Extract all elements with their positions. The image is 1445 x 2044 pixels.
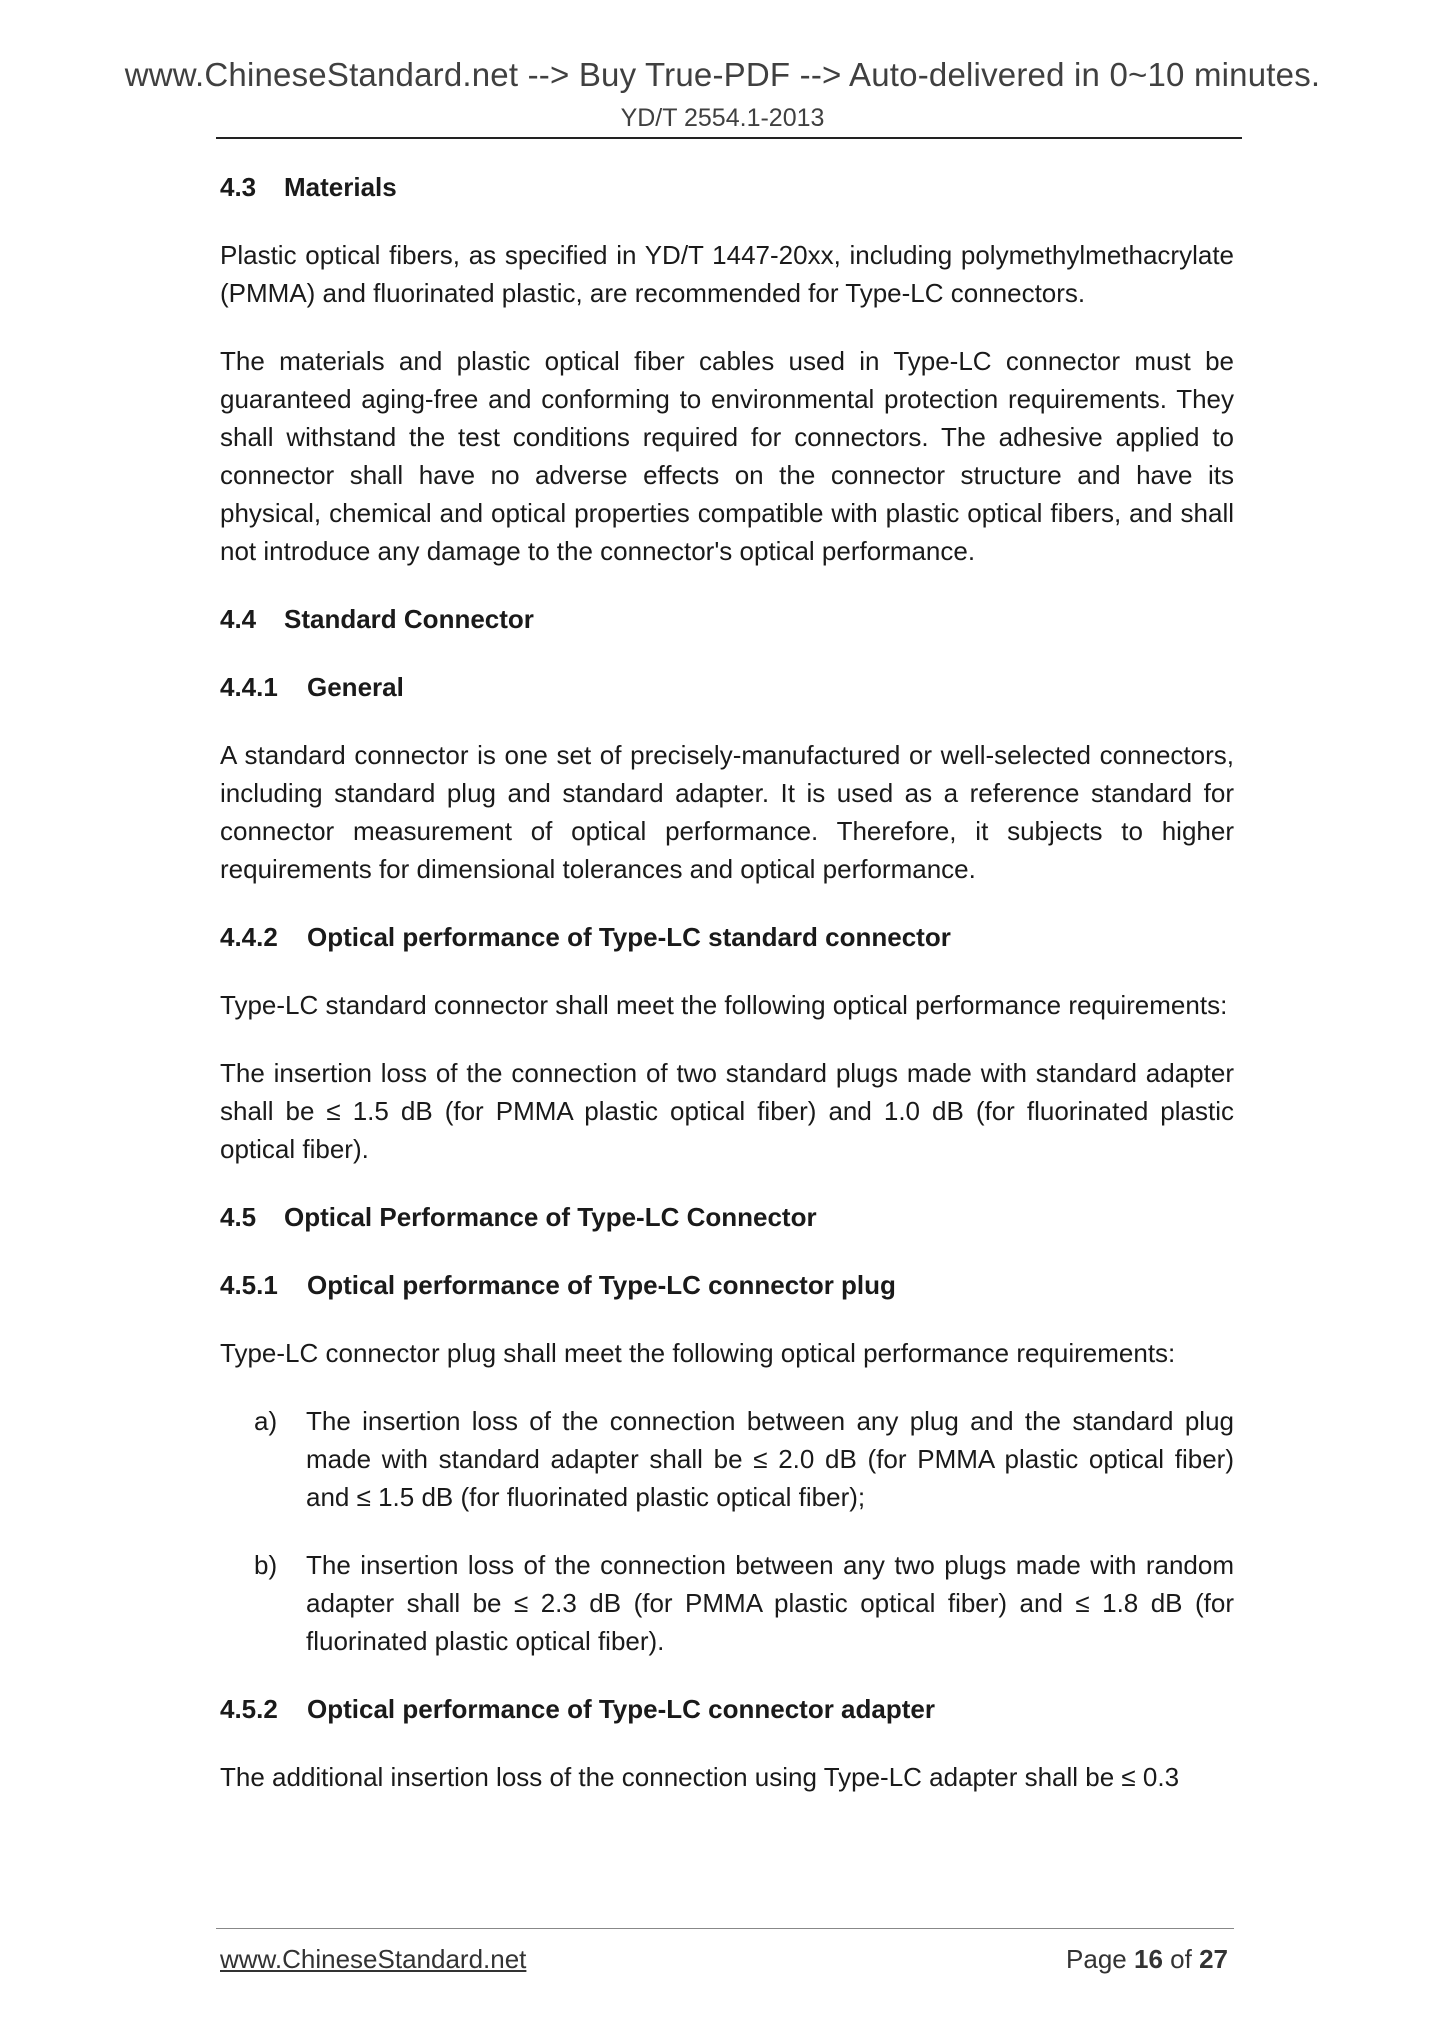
section-title: General (307, 672, 404, 702)
footer-divider (216, 1928, 1234, 1929)
section-number: 4.4.2 (220, 922, 278, 952)
requirements-list (220, 1402, 1234, 1660)
section-heading-4-5-1 (220, 1266, 1234, 1304)
page-of: of (1170, 1944, 1192, 1974)
section-number: 4.3 (220, 172, 257, 202)
page-prefix: Page (1066, 1944, 1127, 1974)
section-title: Optical Performance of Type-LC Connector (284, 1202, 817, 1232)
section-number: 4.5 (220, 1202, 257, 1232)
section-number: 4.5.2 (220, 1694, 278, 1724)
section-title: Standard Connector (284, 604, 534, 634)
section-heading-4-5 (220, 1198, 1234, 1236)
list-item (220, 1546, 1234, 1660)
page-content (220, 168, 1234, 1796)
list-marker: a) (254, 1406, 278, 1436)
paragraph: A standard connector is one set of precisely-manufactured or well-selected connectors, including standard plug and standard adapter. It is used as a reference standard for connector measurement of optical performance. Therefore, it subjects to higher requirements for dimensional tolerances and optical performance. (220, 740, 1234, 884)
list-item-text: The insertion loss of the connection between any two plugs made with random adapter shall be ≤ 2.3 dB (for PMMA plastic optical fiber) and ≤ 1.8 dB (for fluorinated plastic optical fiber). (306, 1550, 1234, 1656)
section-number: 4.4.1 (220, 672, 278, 702)
section-heading-4-4-2 (220, 918, 1234, 956)
section-title: Optical performance of Type-LC standard connector (307, 922, 951, 952)
list-item (220, 1402, 1234, 1516)
section-heading-4-4-1 (220, 668, 1234, 706)
paragraph: The additional insertion loss of the connection using Type-LC adapter shall be ≤ 0.3 (220, 1762, 1180, 1792)
header-banner[interactable]: www.ChineseStandard.net --> Buy True-PDF --> Auto-delivered in 0~10 minutes. (124, 56, 1321, 93)
paragraph: The insertion loss of the connection of two standard plugs made with standard adapter shall be ≤ 1.5 dB (for PMMA plastic optical fiber) and 1.0 dB (for fluorinated plastic optical fiber). (220, 1058, 1234, 1164)
list-marker: b) (254, 1550, 278, 1580)
section-number: 4.4 (220, 604, 257, 634)
section-title: Materials (284, 172, 397, 202)
section-title: Optical performance of Type-LC connector plug (307, 1270, 896, 1300)
section-heading-4-3 (220, 168, 1234, 206)
page-indicator (1066, 1944, 1228, 1975)
document-number: YD/T 2554.1-2013 (620, 104, 825, 132)
section-heading-4-4 (220, 600, 1234, 638)
paragraph: Type-LC connector plug shall meet the following optical performance requirements: (220, 1338, 1176, 1368)
footer-site-link[interactable]: www.ChineseStandard.net (220, 1944, 527, 1974)
list-item-text: The insertion loss of the connection between any plug and the standard plug made with standard adapter shall be ≤ 2.0 dB (for PMMA plastic optical fiber) and ≤ 1.5 dB (for fluorinated plastic optical fiber); (306, 1406, 1234, 1512)
page-current: 16 (1134, 1944, 1163, 1974)
section-heading-4-5-2 (220, 1690, 1234, 1728)
section-title: Optical performance of Type-LC connector adapter (307, 1694, 935, 1724)
page-total: 27 (1199, 1944, 1228, 1974)
paragraph: Type-LC standard connector shall meet the following optical performance requirements: (220, 990, 1228, 1020)
section-number: 4.5.1 (220, 1270, 278, 1300)
paragraph: The materials and plastic optical fiber cables used in Type-LC connector must be guaranteed aging-free and conforming to environmental protection requirements. They shall withstand the test conditions required for connectors. The adhesive applied to connector shall have no adverse effects on the connector structure and have its physical, chemical and optical properties compatible with plastic optical fibers, and shall not introduce any damage to the connector's optical performance. (220, 346, 1234, 566)
header-divider (216, 137, 1242, 139)
paragraph: Plastic optical fibers, as specified in YD/T 1447-20xx, including polymethylmethacrylate (PMMA) and fluorinated plastic, are recommended for Type-LC connectors. (220, 240, 1234, 308)
